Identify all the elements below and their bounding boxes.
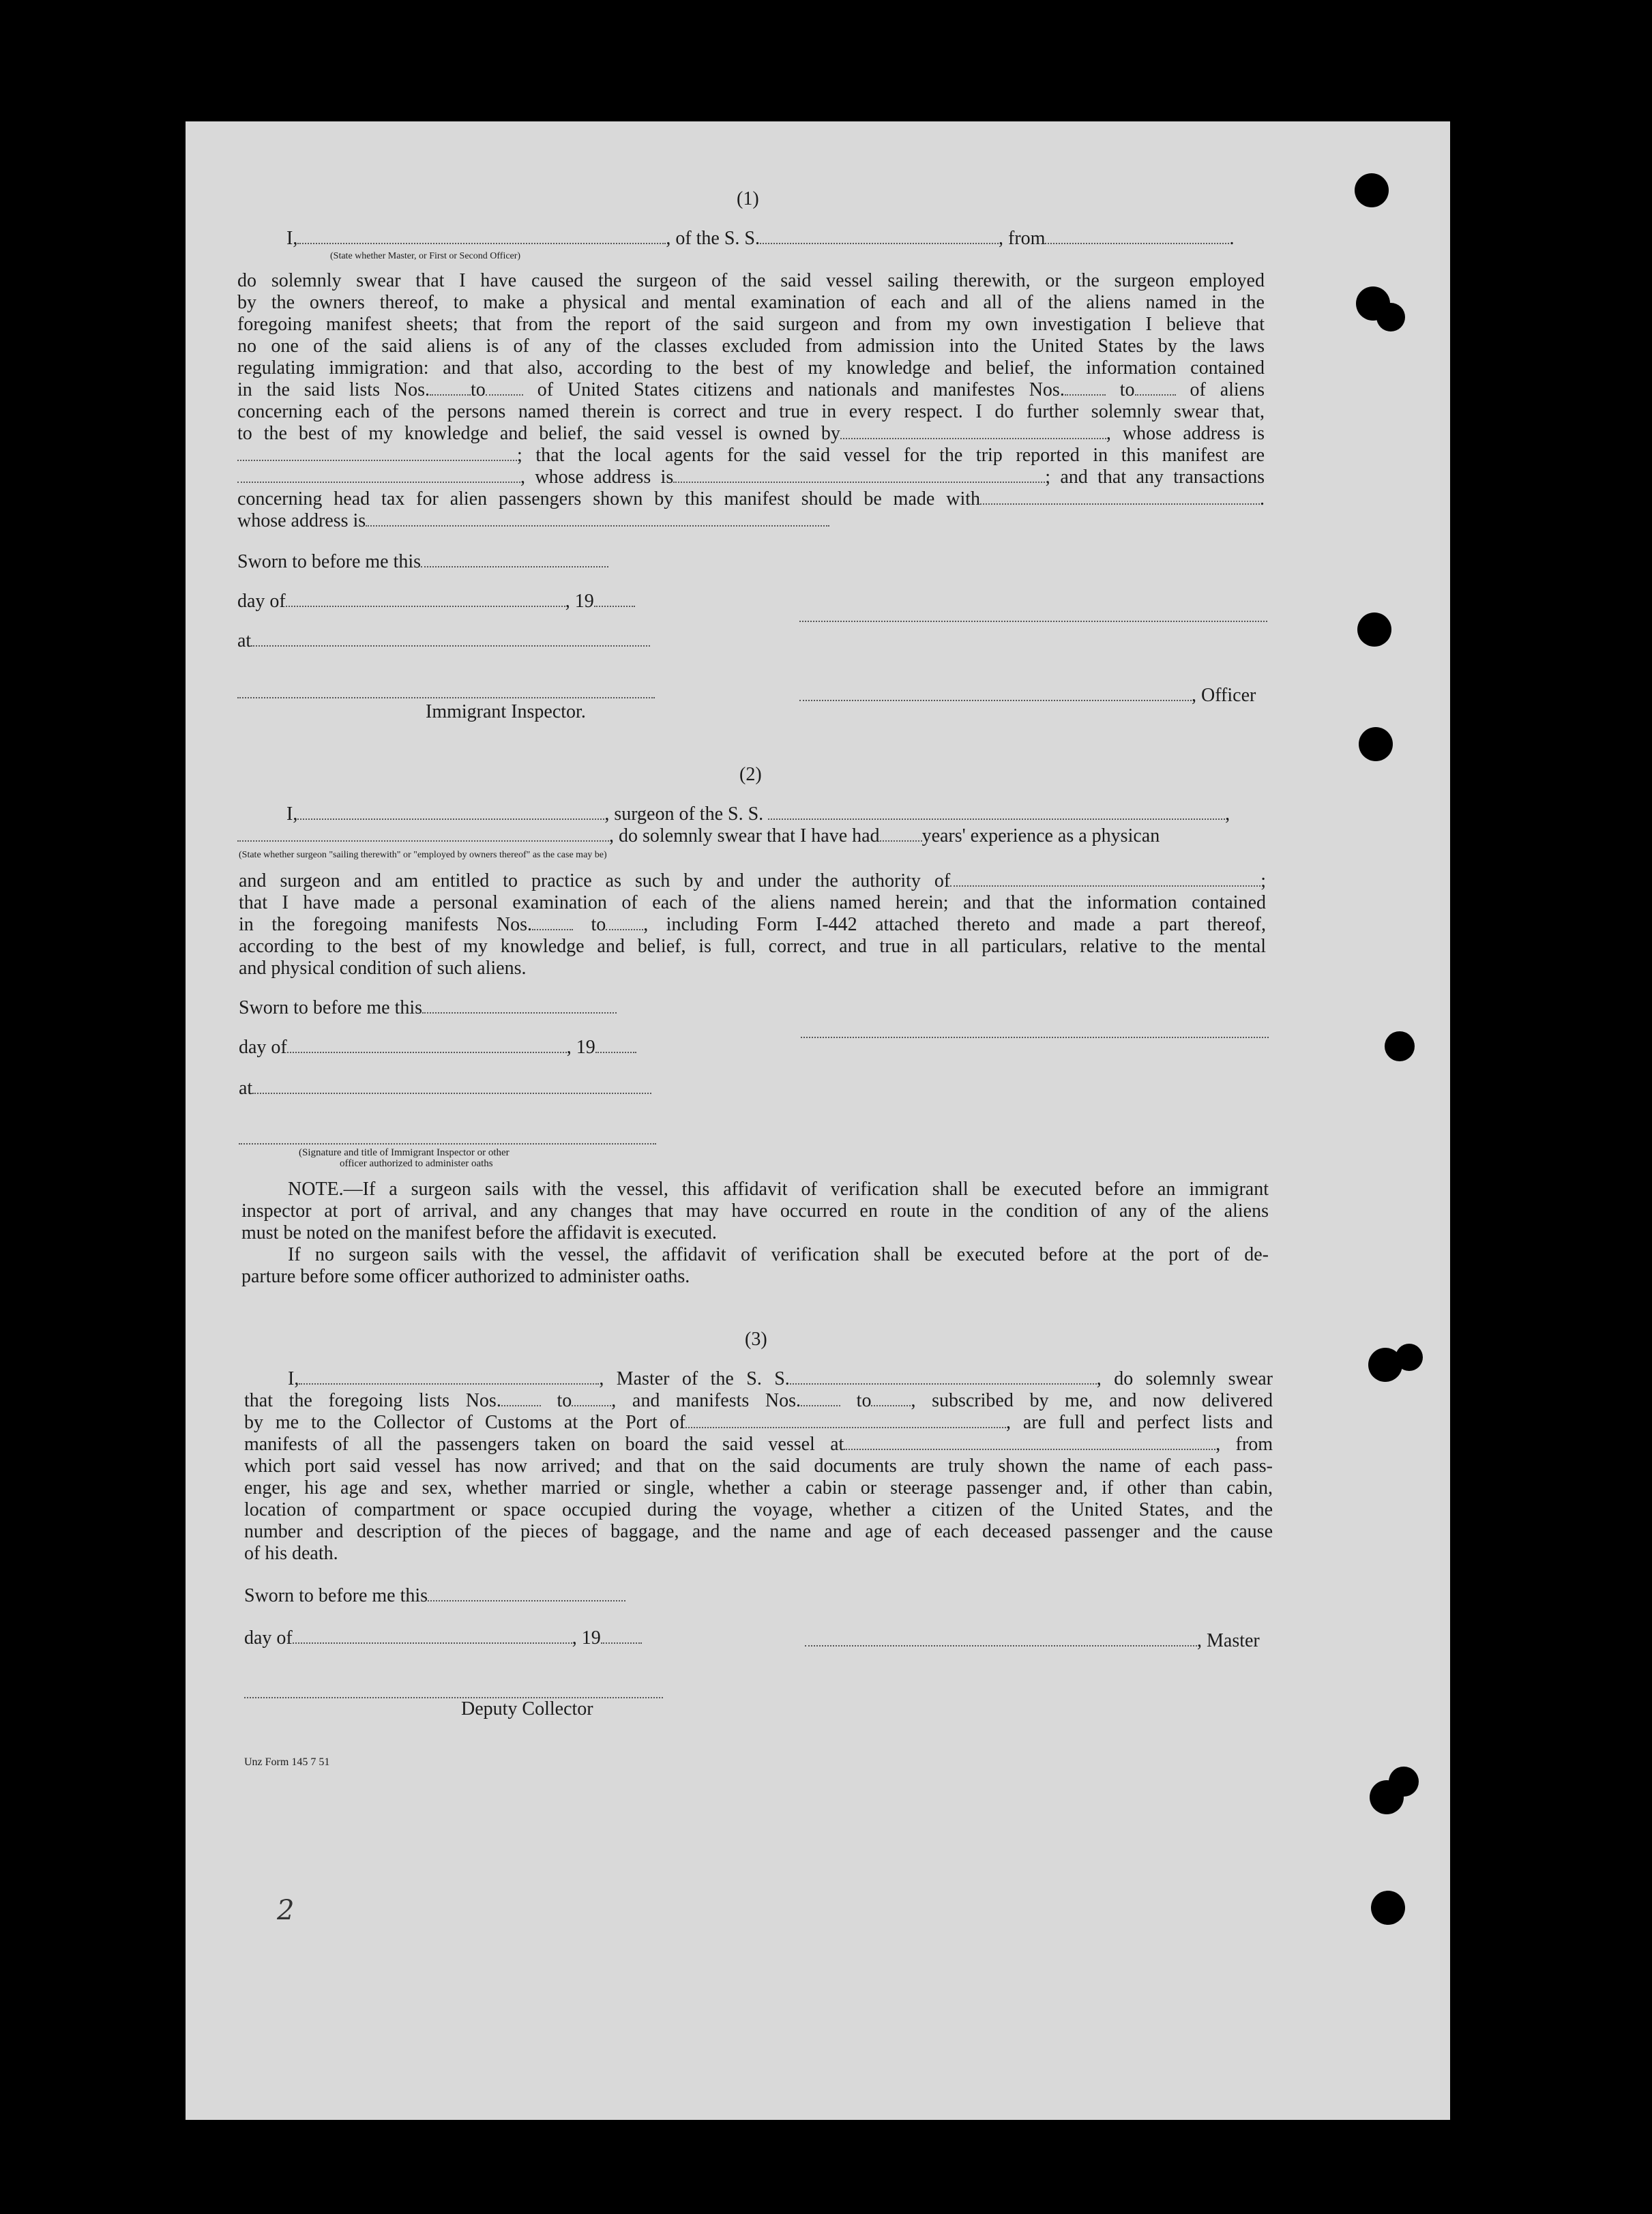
section-1-number: (1) bbox=[737, 188, 759, 209]
punch-hole bbox=[1385, 1031, 1415, 1061]
section-2-paragraph: and surgeon and am entitled to practice as such by and under the authority of ; that I have made a personal examination of each of the aliens named herein; and that the information contained in the foregoing manifests Nos. to , including Form I-442 attached thereto and made a part thereof, according to the best of my knowledge and belief, is full, correct, and true in all particulars, relative to the mental and physical condition of such aliens. bbox=[239, 870, 1266, 979]
section-1-inspector-line bbox=[237, 697, 655, 698]
section-1-paragraph: do solemnly swear that I have caused the surgeon of the said vessel sailing therewith, or the surgeon employed by the owners thereof, to make a physical and mental examination of each and all of the aliens named in the foregoing manifest sheets; that from the report of the said surgeon and from my own investigation I believe that no one of the said aliens is of any of the classes excluded from admission into the United States by the laws regulating immigration: and that also, according to the best of my knowledge and belief, the information contained in the said lists Nos. to of United States citizens and nationals and manifestes Nos. to of aliens concerning each of the persons named therein is correct and true in every respect. I do further solemnly swear that, to the best of my knowledge and belief, the said vessel is owned by , whose address is ; that the local agents for the said vessel for the trip reported in this manifest are , whose address is ; and that any transactions concerning head tax for alien passengers shown by this manifest should be made with . whose address is bbox=[237, 270, 1265, 531]
section-2-number: (2) bbox=[739, 764, 762, 785]
section-1-at: at bbox=[237, 630, 650, 652]
section-2-at: at bbox=[239, 1078, 651, 1099]
section-2-line-2: , do solemnly swear that I have had years' experience as a physican bbox=[237, 825, 1160, 847]
section-2-inspector-line bbox=[239, 1143, 656, 1145]
punch-hole bbox=[1355, 173, 1389, 207]
punch-hole bbox=[1396, 1344, 1423, 1371]
form-id: Unz Form 145 7 51 bbox=[244, 1756, 330, 1768]
section-2-sworn: Sworn to before me this bbox=[239, 997, 617, 1019]
handwritten-mark: 2 bbox=[277, 1895, 295, 1926]
section-1-inspector-label: Immigrant Inspector. bbox=[426, 701, 586, 722]
section-1-caption: (State whether Master, or First or Second Officer) bbox=[330, 251, 521, 261]
section-1-signature-line bbox=[799, 621, 1267, 622]
punch-hole bbox=[1359, 727, 1393, 761]
section-3-paragraph: I, , Master of the S. S. , do solemnly swear that the foregoing lists Nos. to , and manifests Nos. to , subscribed by me, and now delivered by me to the Collector of Customs at the Port of , are full and perfect lists and manifests of all the passengers taken on board the said vessel at , from which port said vessel has now arrived; and that on the said documents are truly shown the name of each pass- enger, his age and sex, whether married or single, whether a cabin or steerage passenger and, if other than cabin, location of compartment or space occupied during the voyage, whether a citizen of the United States, and the number and description of the pieces of baggage, and the name and age of each deceased passenger and the cause of his death. bbox=[244, 1368, 1273, 1564]
section-1-line-1: I, , of the S. S. , from . bbox=[286, 228, 1235, 249]
section-2-signature-line bbox=[801, 1037, 1269, 1038]
section-3-deputy-line bbox=[244, 1697, 663, 1698]
section-3-day-of: day of , 19 bbox=[244, 1627, 642, 1649]
section-1-officer: , Officer bbox=[799, 685, 1256, 707]
punch-hole bbox=[1371, 1891, 1405, 1925]
section-1-day-of: day of , 19 bbox=[237, 591, 635, 612]
section-3-master: , Master bbox=[805, 1630, 1260, 1652]
manifest-affidavit-page bbox=[186, 121, 1450, 2120]
section-3-sworn: Sworn to before me this bbox=[244, 1585, 625, 1607]
section-2-sig-caption-1: (Signature and title of Immigrant Inspector or other bbox=[299, 1147, 510, 1158]
section-3-deputy-label: Deputy Collector bbox=[461, 1698, 593, 1719]
section-2-line-1: I, , surgeon of the S. S. , bbox=[286, 803, 1230, 825]
section-2-caption: (State whether surgeon "sailing therewith" or "employed by owners thereof" as the case may be) bbox=[239, 850, 607, 860]
section-3-number: (3) bbox=[745, 1329, 767, 1350]
section-2-day-of: day of , 19 bbox=[239, 1037, 636, 1059]
section-1-sworn: Sworn to before me this bbox=[237, 551, 608, 573]
punch-hole bbox=[1389, 1767, 1419, 1797]
punch-hole bbox=[1376, 303, 1405, 331]
section-2-sig-caption-2: officer authorized to administer oaths bbox=[340, 1158, 493, 1169]
note-paragraph: NOTE.—If a surgeon sails with the vessel, this affidavit of verification shall be executed before an immigrant inspector at port of arrival, and any changes that may have occurred en route in the condition of any of the aliens must be noted on the manifest before the affidavit is executed. If no surgeon sails with the vessel, the affidavit of verification shall be executed before at the port of de- parture before some officer authorized to administer oaths. bbox=[241, 1179, 1269, 1287]
punch-hole bbox=[1357, 612, 1391, 647]
